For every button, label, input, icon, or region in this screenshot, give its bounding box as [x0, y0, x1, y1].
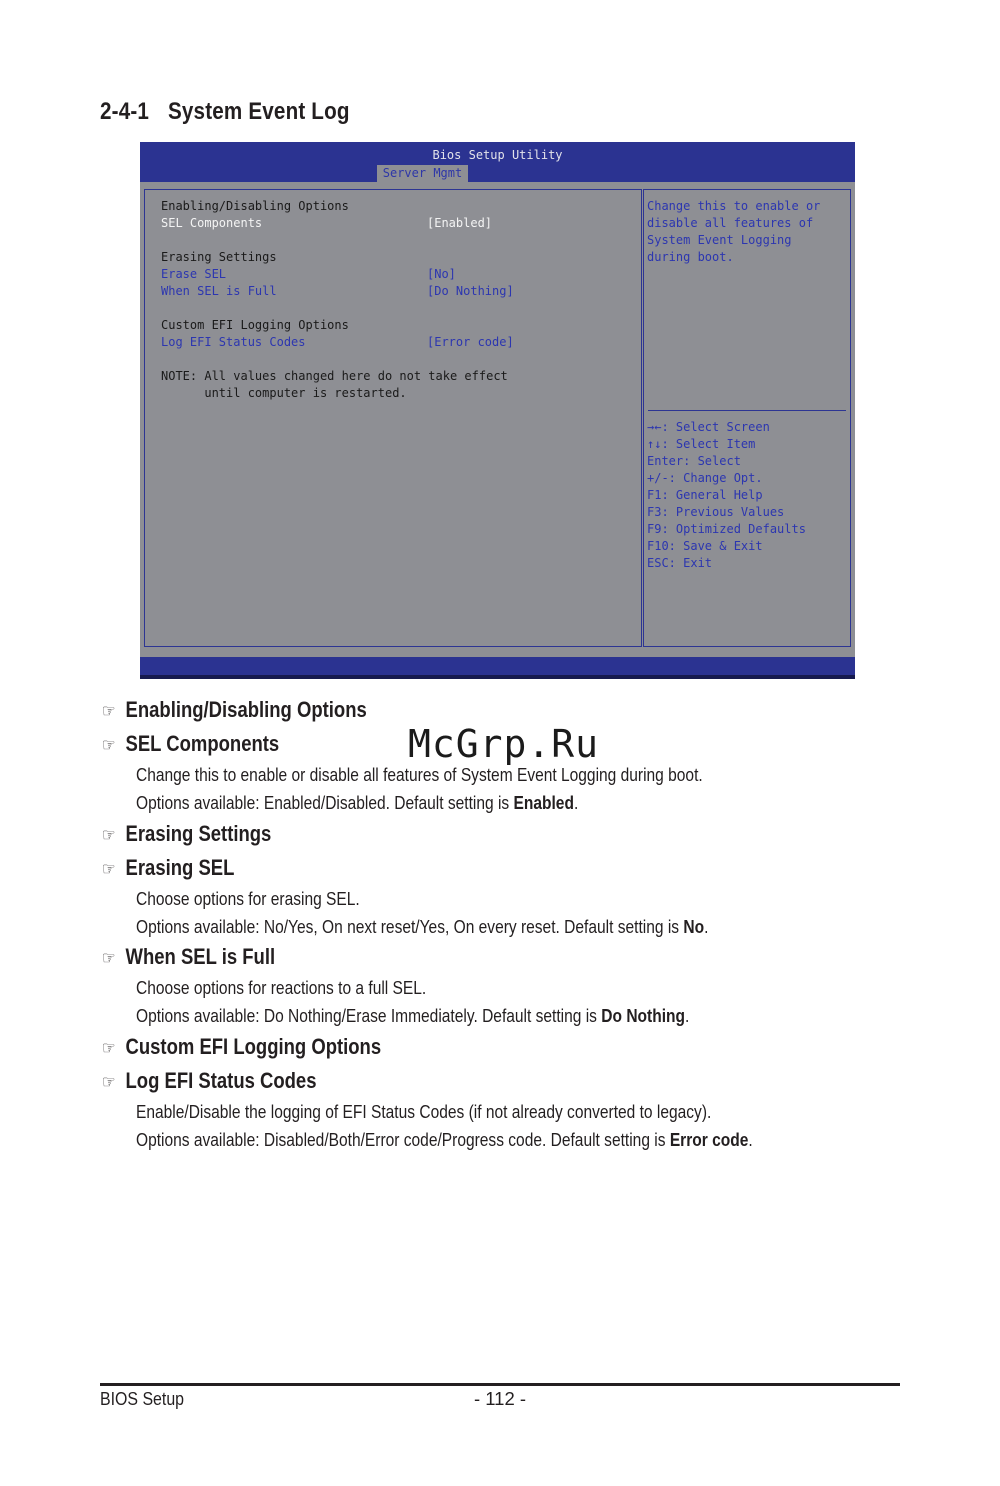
group-enabling-disabling: Enabling/Disabling Options [161, 199, 349, 213]
erasing-sel-desc: Choose options for erasing SEL. [136, 888, 360, 909]
erasing-sel-options: Options available: No/Yes, On next reset/Yes, On every reset. Default setting is No. [136, 916, 709, 937]
pointer-icon: ☞ [102, 859, 116, 879]
when-sel-full-options: Options available: Do Nothing/Erase Immediately. Default setting is Do Nothing. [136, 1005, 690, 1026]
pointer-icon: ☞ [102, 735, 116, 755]
note-line-1: NOTE: All values changed here do not take effect [161, 369, 508, 383]
heading-erasing-settings: ☞ Erasing Settings [102, 821, 272, 846]
sel-components-label[interactable]: SEL Components [161, 216, 263, 230]
erase-sel-label[interactable]: Erase SEL [161, 267, 227, 281]
bios-help-panel [643, 189, 851, 647]
pointer-icon: ☞ [102, 701, 116, 721]
key-f10: F10: Save & Exit [647, 539, 763, 553]
sel-components-options: Options available: Enabled/Disabled. Default setting is Enabled. [136, 792, 579, 813]
heading-sel-components: ☞ SEL Components [102, 731, 280, 756]
section-number: 2-4-1 [100, 98, 150, 125]
help-line: during boot. [647, 250, 734, 264]
footer-page-number: - 112 - [473, 1388, 527, 1409]
group-custom-efi: Custom EFI Logging Options [161, 318, 349, 332]
section-title [100, 98, 350, 126]
log-efi-options: Options available: Disabled/Both/Error code/Progress code. Default setting is Error code. [136, 1129, 753, 1150]
tab-server-mgmt[interactable]: Server Mgmt [377, 165, 468, 182]
heading-custom-efi: ☞ Custom EFI Logging Options [102, 1034, 382, 1059]
footer-chapter: BIOS Setup [100, 1388, 185, 1409]
footer-rule [100, 1383, 900, 1386]
pointer-icon: ☞ [102, 825, 116, 845]
note-line-2: until computer is restarted. [161, 386, 407, 400]
section-title-text: System Event Log [167, 98, 350, 125]
help-line: disable all features of [647, 216, 814, 230]
bios-header [140, 142, 855, 182]
key-change-opt: +/-: Change Opt. [647, 471, 763, 485]
pointer-icon: ☞ [102, 1072, 116, 1092]
when-sel-full-desc: Choose options for reactions to a full SEL. [136, 977, 427, 998]
when-sel-full-label[interactable]: When SEL is Full [161, 284, 277, 298]
when-sel-full-value[interactable]: [Do Nothing] [427, 284, 514, 298]
key-esc: ESC: Exit [647, 556, 713, 570]
watermark: McGrp.Ru [408, 722, 600, 766]
bios-screenshot [140, 142, 855, 679]
pointer-icon: ☞ [102, 948, 116, 968]
log-efi-desc: Enable/Disable the logging of EFI Status Codes (if not already converted to legacy). [136, 1101, 712, 1122]
heading-enabling-disabling: ☞ Enabling/Disabling Options [102, 697, 367, 722]
sel-components-value[interactable]: [Enabled] [427, 216, 493, 230]
help-line: System Event Logging [647, 233, 792, 247]
heading-erasing-sel: ☞ Erasing SEL [102, 855, 235, 880]
bios-footer-edge [140, 675, 855, 679]
key-f1: F1: General Help [647, 488, 763, 502]
sel-components-desc: Change this to enable or disable all features of System Event Logging during boot. [136, 764, 703, 785]
help-line: Change this to enable or [647, 199, 821, 213]
key-f3: F3: Previous Values [647, 505, 785, 519]
heading-when-sel-full: ☞ When SEL is Full [102, 944, 276, 969]
help-divider [648, 410, 846, 411]
key-select-item: ↑↓: Select Item [647, 437, 756, 451]
log-efi-label[interactable]: Log EFI Status Codes [161, 335, 306, 349]
key-enter: Enter: Select [647, 454, 741, 468]
pointer-icon: ☞ [102, 1038, 116, 1058]
bios-title: Bios Setup Utility [432, 148, 563, 162]
bios-settings-panel [144, 189, 642, 647]
log-efi-value[interactable]: [Error code] [427, 335, 514, 349]
key-select-screen: →←: Select Screen [647, 420, 770, 434]
erase-sel-value[interactable]: [No] [427, 267, 456, 281]
heading-log-efi: ☞ Log EFI Status Codes [102, 1068, 317, 1093]
key-f9: F9: Optimized Defaults [647, 522, 806, 536]
group-erasing-settings: Erasing Settings [161, 250, 277, 264]
